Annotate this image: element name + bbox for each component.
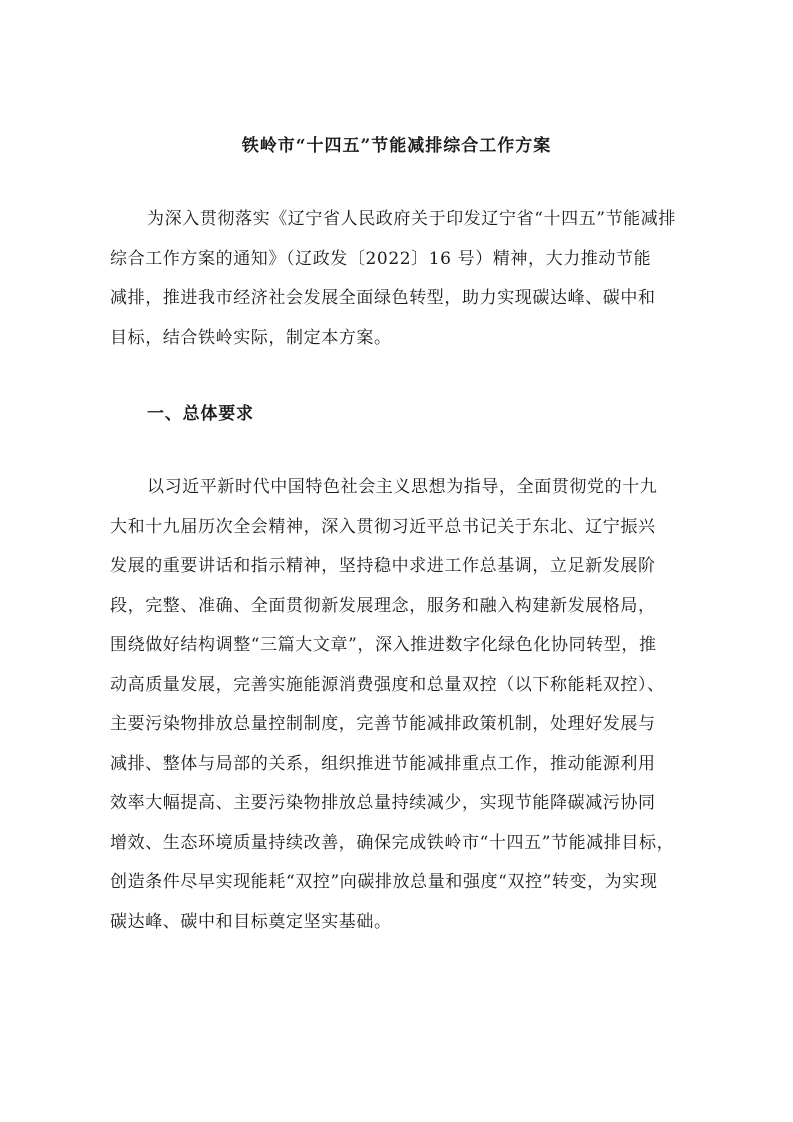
paragraph-line: 创造条件尽早实现能耗“双控”向碳排放总量和强度“双控”转变，为实现: [110, 872, 658, 892]
paragraph-line: 以习近平新时代中国特色社会主义思想为指导，全面贯彻党的十九: [147, 477, 658, 497]
section-body-paragraph: [110, 468, 674, 942]
paragraph-line: 主要污染物排放总量控制制度，完善节能减排政策机制，处理好发展与: [110, 714, 656, 734]
section-heading: 一、总体要求: [147, 404, 254, 424]
paragraph-line: 发展的重要讲话和指示精神，坚持稳中求进工作总基调，立足新发展阶: [110, 556, 656, 576]
paragraph-line: 效率大幅提高、主要污染物排放总量持续减少，实现节能降碳减污协同: [110, 793, 656, 813]
paragraph-line: 减排、整体与局部的关系，组织推进节能减排重点工作，推动能源利用: [110, 753, 656, 774]
paragraph-line: 减排，推进我市经济社会发展全面绿色转型，助力实现碳达峰、碳中和: [110, 288, 656, 308]
paragraph-line: 大和十九届历次全会精神，深入贯彻习近平总书记关于东北、辽宁振兴: [110, 516, 656, 537]
paragraph-line: 段，完整、准确、全面贯彻新发展理念，服务和融入构建新发展格局，: [110, 595, 656, 616]
paragraph-line: 目标，结合铁岭实际，制定本方案。: [110, 327, 392, 348]
paragraph-line: 动高质量发展，完善实施能源消费强度和总量双控（以下称能耗双控）、: [110, 674, 665, 695]
paragraph-line: 围绕做好结构调整“三篇大文章”，深入推进数字化绿色化协同转型，推: [110, 635, 657, 655]
intro-paragraph: [110, 200, 676, 358]
document-title: 铁岭市“十四五”节能减排综合工作方案: [241, 136, 552, 156]
paragraph-line: 综合工作方案的通知》（辽政发〔2022〕16 号）精神，大力推动节能: [110, 248, 652, 269]
paragraph-line: 碳达峰、碳中和目标奠定坚实基础。: [110, 911, 392, 932]
paragraph-line: 增效、生态环境质量持续改善，确保完成铁岭市“十四五”节能减排目标，: [110, 832, 675, 853]
paragraph-line: 为深入贯彻落实《辽宁省人民政府关于印发辽宁省“十四五”节能减排: [147, 209, 676, 229]
